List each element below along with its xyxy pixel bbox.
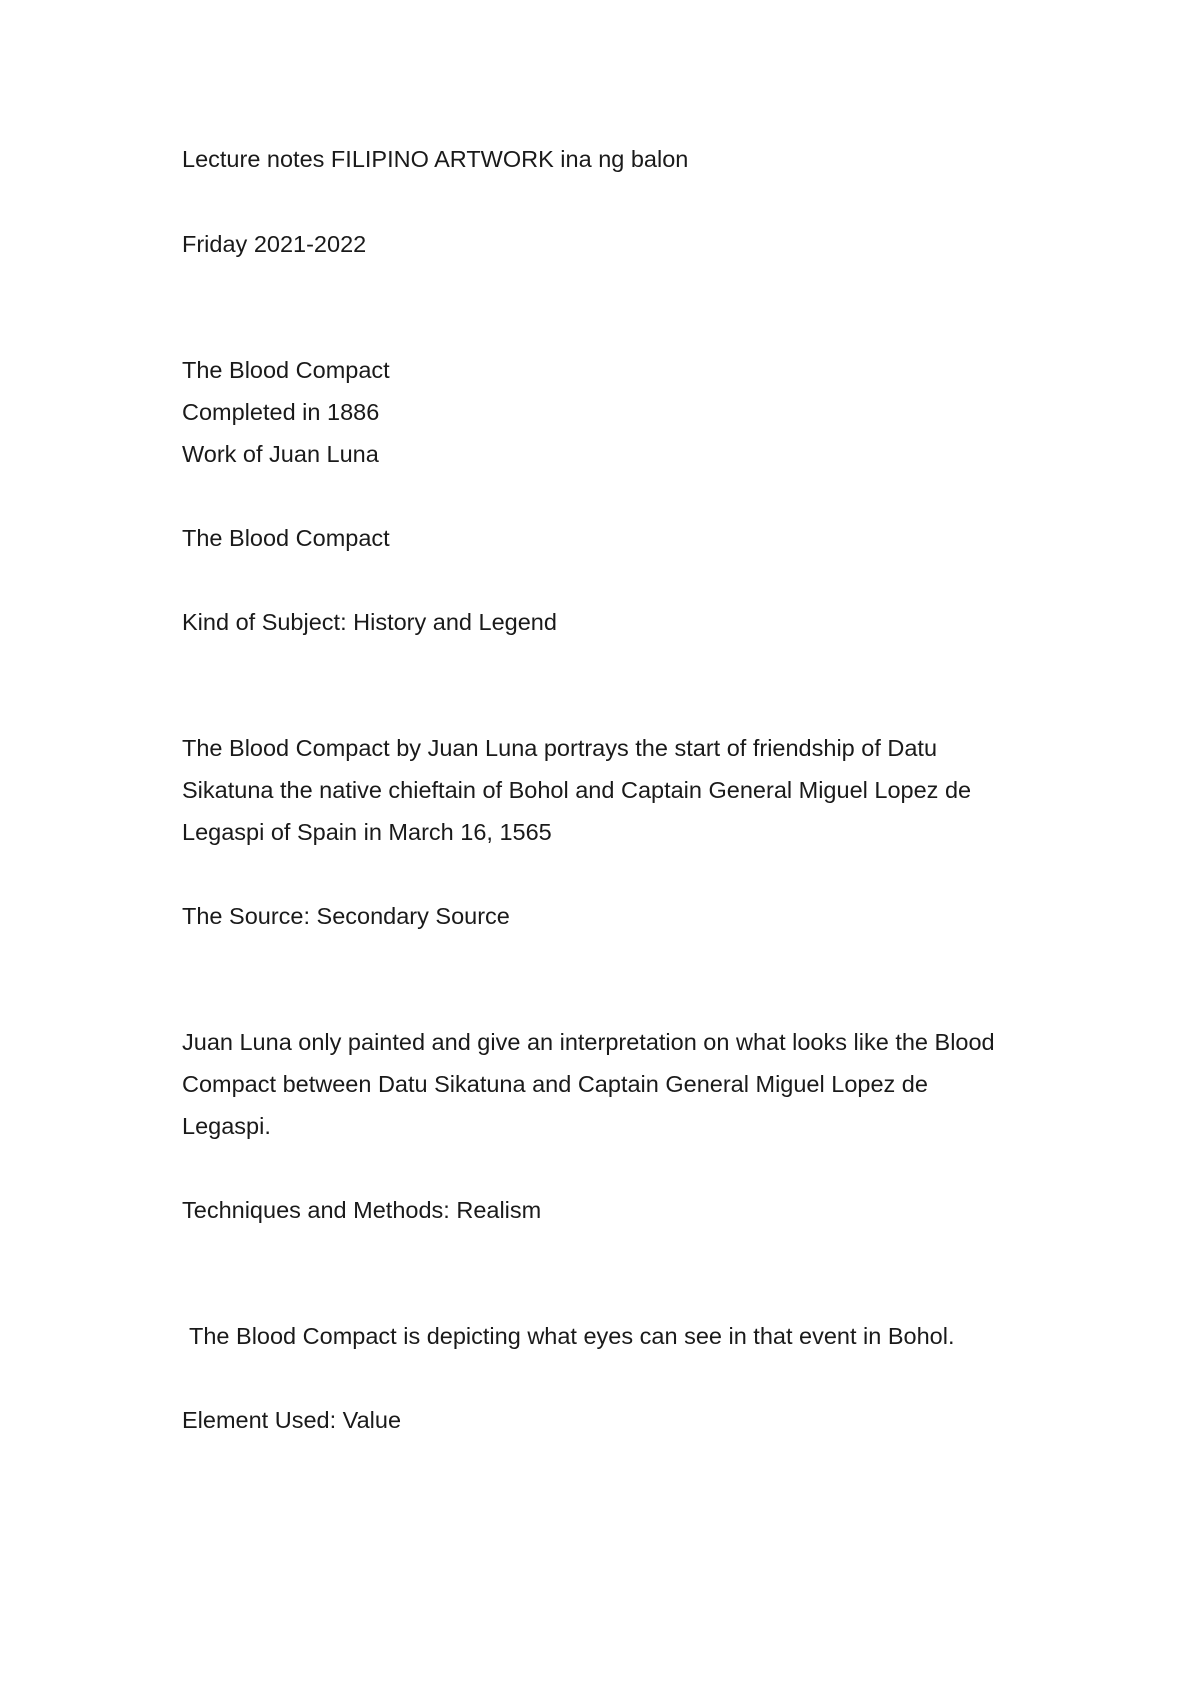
interpretation-line: Juan Luna only painted and give an interpretation on what looks like the Blood xyxy=(182,1029,995,1055)
artwork-artist: Work of Juan Luna xyxy=(182,441,379,467)
element-used-line: Element Used: Value xyxy=(182,1407,402,1433)
section-heading: The Blood Compact xyxy=(182,525,390,551)
description-line: Legaspi of Spain in March 16, 1565 xyxy=(182,819,552,845)
subject-line: Kind of Subject: History and Legend xyxy=(182,609,557,635)
interpretation-line: Compact between Datu Sikatuna and Captain General Miguel Lopez de xyxy=(182,1071,928,1097)
description-line: Sikatuna the native chieftain of Bohol and Captain General Miguel Lopez de xyxy=(182,777,972,803)
description-line: The Blood Compact by Juan Luna portrays the start of friendship of Datu xyxy=(182,735,938,761)
interpretation-line: Legaspi. xyxy=(182,1113,271,1139)
source-line: The Source: Secondary Source xyxy=(182,903,510,929)
depiction-line: The Blood Compact is depicting what eyes can see in that event in Bohol. xyxy=(189,1323,955,1349)
document-title: Lecture notes FILIPINO ARTWORK ina ng balon xyxy=(182,146,689,172)
date-line: Friday 2021-2022 xyxy=(182,231,367,257)
artwork-name: The Blood Compact xyxy=(182,357,390,383)
artwork-completed: Completed in 1886 xyxy=(182,399,380,425)
techniques-line: Techniques and Methods: Realism xyxy=(182,1197,542,1223)
